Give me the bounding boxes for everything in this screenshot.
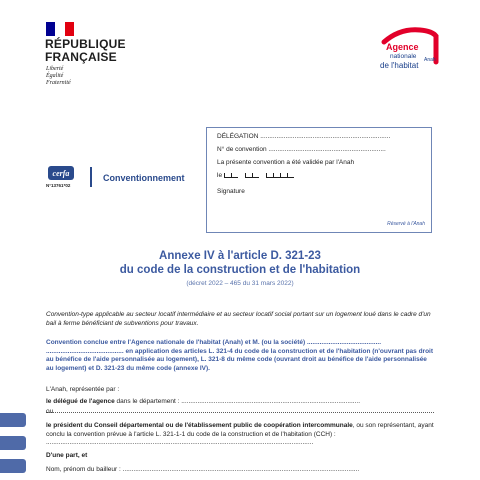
republic-line2: FRANÇAISE: [45, 50, 117, 64]
validation-text: La présente convention a été validée par l'Anah: [217, 159, 355, 166]
motto-line1: Liberté: [46, 66, 64, 72]
motto-line2: Égalité: [46, 73, 64, 79]
convention-number-field[interactable]: N° de convention .................................................................: [217, 146, 386, 153]
side-tab-3[interactable]: [0, 459, 26, 473]
flag-red: [65, 22, 74, 36]
delegate-line[interactable]: [46, 398, 434, 407]
cerfa-separator: [90, 167, 92, 187]
cerfa-logo-icon: [48, 166, 74, 180]
delegate-bold: le délégué de l'agence: [46, 398, 115, 405]
annex-subtitle: du code de la construction et de l'habitation: [119, 264, 361, 276]
or-label: ou: [46, 408, 54, 415]
decree-reference: (décret 2022 – 465 du 31 mars 2022): [186, 280, 294, 287]
french-flag: [46, 22, 74, 36]
signature-label: Signature: [217, 188, 245, 195]
owner-name-field[interactable]: Nom, prénom du bailleur : ...................................................................................................................................: [46, 466, 360, 473]
agency-short: Anah: [424, 57, 436, 63]
side-tab-2[interactable]: [0, 436, 26, 450]
agency-name-line3: de l'habitat: [380, 61, 419, 70]
date-prefix: le: [217, 172, 223, 179]
republic-line1: RÉPUBLIQUE: [45, 37, 126, 51]
flag-blue: [46, 22, 55, 36]
anah-representation: L'Anah, représentée par :: [46, 386, 120, 393]
annex-title: Annexe IV à l'article D. 321-23: [159, 250, 321, 262]
reserved-anah-label: Réservé à l'Anah: [387, 221, 425, 227]
delegation-box: [206, 127, 432, 233]
intro-paragraph: Convention-type applicable au secteur locatif intermédiaire et au secteur locatif social portant sur un logement loué dans le cadre d'un bail à ferme bénéficiant de subventions pour travaux.: [46, 311, 431, 327]
validation-date-field[interactable]: [217, 172, 294, 179]
conventionnement-label: Conventionnement: [103, 173, 185, 183]
cerfa-number: N°13761*02: [46, 183, 71, 188]
agency-name-line1: Agence: [386, 42, 419, 52]
delegation-field[interactable]: DÉLÉGATION ........................................................................: [217, 133, 391, 140]
cerfa-logo-text: cerfa: [52, 169, 70, 178]
delegate-rest: dans le département : ...................................................................................................: [114, 398, 361, 405]
republic-name: [45, 38, 126, 64]
president-paragraph[interactable]: [46, 422, 434, 448]
republic-motto: [46, 66, 71, 87]
president-rest: , ou son représentant, ayant conclu la convention prévue à l'article L. 321-1-1 du code de la construction et de l'habitation (CCH) : ....................................................................................................................................................: [46, 422, 434, 446]
agency-name-line2: nationale: [390, 53, 417, 60]
convention-paragraph: Convention conclue entre l'Agence nationale de l'habitat (Anah) et M. (ou la société) ......................................... ........................................... en application des articles L. 321-4 du code de la construction et de l'habitation (n'ouvrant pas droit au bénéfice de l'aide personnalisée au logement), L. 321-8 du même code (ouvrant droit au bénéfice de l'aide personnalisée au logement) et D. 321-23 du même code (annexe IV).: [46, 339, 434, 372]
president-bold: le président du Conseil départemental ou de l'établissement public de coopération intercommunale: [46, 422, 353, 429]
first-party-label: D'une part, et: [46, 452, 88, 459]
flag-white: [55, 22, 64, 36]
side-tab-1[interactable]: [0, 413, 26, 427]
motto-line3: Fraternité: [46, 80, 71, 86]
